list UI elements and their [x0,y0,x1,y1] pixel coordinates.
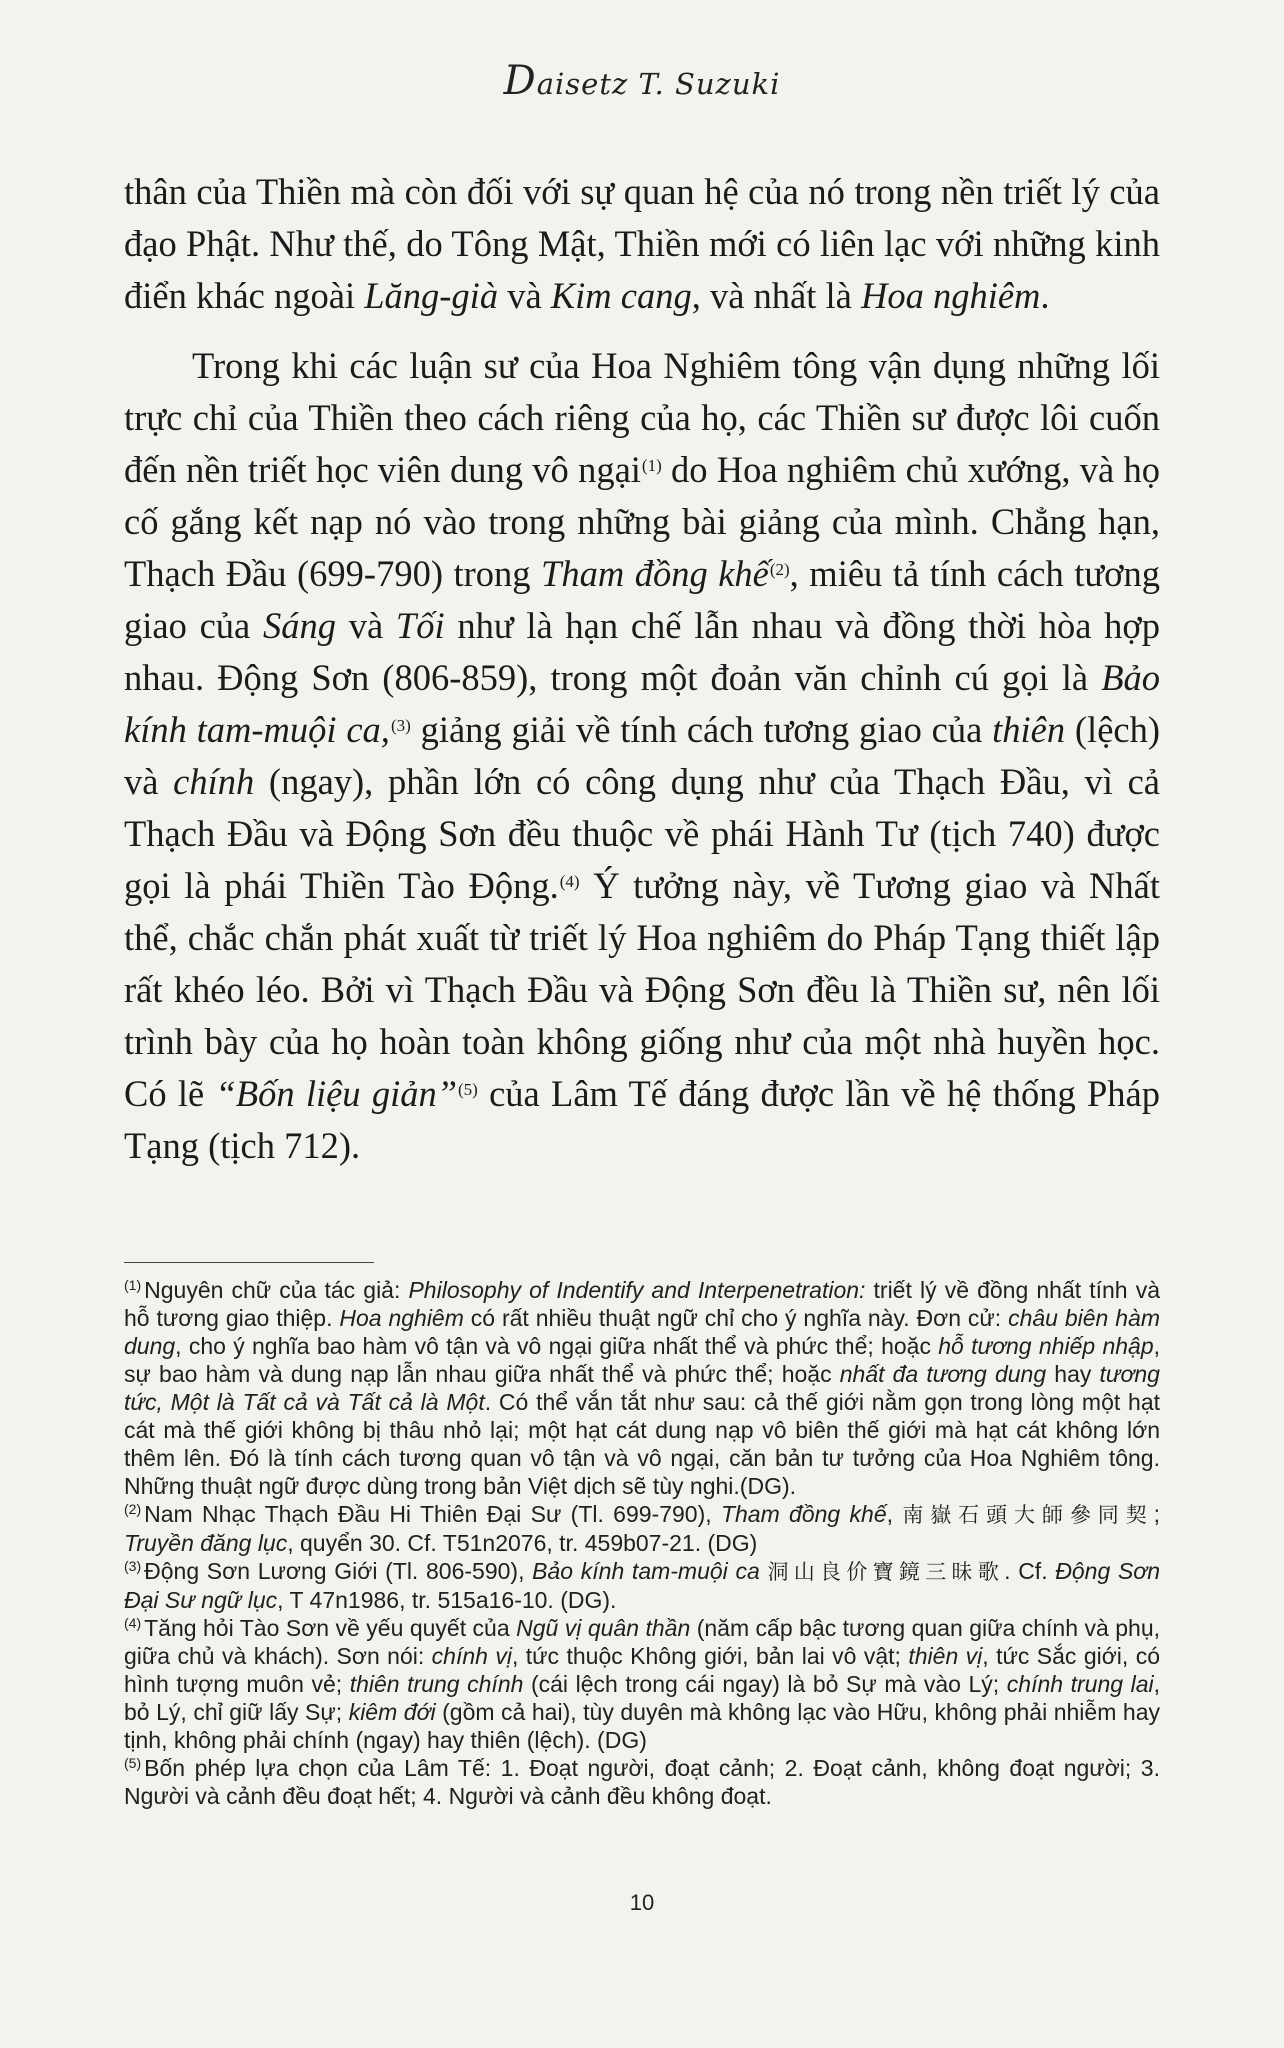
italic-term: thiên [992,709,1066,750]
italic-term: Kim cang [550,275,692,316]
italic-term: chính vị [431,1643,512,1669]
paragraph-2: Trong khi các luận sư của Hoa Nghiêm tông vận dụng những lối trực chỉ của Thiền theo cách riêng của họ, các Thiền sư được lôi cuốn đến nền triết học viên dung vô ngại$^{(1)}$ do Hoa nghiêm chủ xướng, và họ cố gắng kết nạp nó vào trong những bài giảng của mình. Chẳng hạn, Thạch Đầu (699-790) trong Tham đồng khế$^{(2)}$, miêu tả tính cách tương giao của Sáng và Tối như là hạn chế lẫn nhau và đồng thời hòa hợp nhau. Động Sơn (806-859), trong một đoản văn chỉnh cú gọi là Bảo kính tam-muội ca,$^{(3)}$ giảng giải về tính cách tương giao của thiên (lệch) và chính (ngay), phần lớn có công dụng như của Thạch Đầu, vì cả Thạch Đầu và Động Sơn đều thuộc về phái Hành Tư (tịch 740) được gọi là phái Thiền Tào Động.$^{(4)}$ Ý tưởng này, về Tương giao và Nhất thể, chắc chắn phát xuất từ triết lý Hoa nghiêm do Pháp Tạng thiết lập rất khéo léo. Bởi vì Thạch Đầu và Động Sơn đều là Thiền sư, nên lối trình bày của họ hoàn toàn không giống như của một nhà huyền học. Có lẽ “Bốn liệu giản”$^{(5)}$ của Lâm Tế đáng được lần về hệ thống Pháp Tạng (tịch 712). [124,345,1161,1166]
footnotes [124,1276,1160,1810]
footnote-number: (4) [124,1615,142,1631]
italic-term: Động Sơn Đại Sư ngữ lục [124,1558,1160,1613]
page-number: 10 [629,1890,655,1915]
italic-term: châu biên hàm dung [124,1305,1160,1359]
italic-term: chính [173,761,255,802]
paragraph-1: thân của Thiền mà còn đối với sự quan hệ của nó trong nền triết lý của đạo Phật. Như thế, do Tông Mật, Thiền mới có liên lạc với những kinh điển khác ngoài Lăng-già và Kim cang, và nhất là Hoa nghiêm. [124,171,1160,316]
italic-term: Bảo kính tam-muội ca, [124,657,1160,750]
footnote-5: $^{(5)}$ Bốn phép lựa chọn của Lâm Tế: 1. Đoạt người, đoạt cảnh; 2. Đoạt cảnh, không đoạt người; 3. Người và cảnh đều đoạt hết; 4. Người và cảnh đều không đoạt. [124,1755,1160,1809]
italic-term: Philosophy of Indentify and Interpenetration: [408,1277,866,1303]
footnote-2: $^{(2)}$ Nam Nhạc Thạch Đầu Hi Thiên Đại Sư (Tl. 699-790), Tham đồng khế, 南嶽石頭大師參同契; Truyền đăng lục, quyển 30. Cf. T51n2076, tr. 459b07-21. (DG) [124,1501,1161,1556]
italic-term: kiêm đới [348,1699,436,1725]
italic-term: hỗ tương nhiếp nhập [938,1333,1154,1359]
footnote-number: (2) [124,1501,142,1517]
running-head-text: aisetz T. Suzuki [536,67,781,101]
footnote-number: (5) [124,1755,142,1771]
italic-term: Lăng-già [364,275,499,316]
italic-term: thiên trung chính [349,1671,524,1697]
italic-term: Ngũ vị quân thần [516,1615,691,1641]
italic-term: Hoa nghiêm [860,275,1041,316]
italic-term: tương tức, Một là Tất cả và Tất cả là Một [124,1361,1160,1415]
running-head [0,58,1284,104]
italic-term: Tối [395,605,445,646]
chinese-title: 洞山良价寶鏡三昧歌 [767,1560,1005,1584]
italic-term: Sáng [262,605,336,646]
italic-term: Tham đồng khế [720,1501,887,1527]
footnote-ref: (3) [390,716,411,735]
footnote-4: $^{(4)}$ Tăng hỏi Tào Sơn về yếu quyết của Ngũ vị quân thần (năm cấp bậc tương quan giữa chính và phụ, giữa chủ và khách). Sơn nói: chính vị, tức thuộc Không giới, bản lai vô vật; thiên vị, tức Sắc giới, có hình tượng muôn vẻ; thiên trung chính (cái lệch trong cái ngay) là bỏ Sự mà vào Lý; chính trung lai, bỏ Lý, chỉ giữ lấy Sự; kiêm đới (gồm cả hai), tùy duyên mà không lạc vào Hữu, không phải nhiễm hay tịnh, không phải chính (ngay) hay thiên (lệch). (DG) [124,1615,1161,1753]
italic-term: thiên vị [908,1643,983,1669]
body-text [124,166,1160,1172]
italic-term: Truyền đăng lục [124,1530,288,1556]
italic-term: chính trung lai [1006,1671,1154,1697]
footnote-number: (3) [124,1558,142,1574]
italic-term: Bảo kính tam-muội ca [532,1558,760,1584]
italic-term: Hoa nghiêm [339,1305,464,1331]
footnote-number: (1) [124,1277,142,1293]
footnote-ref: (2) [769,560,790,579]
chinese-title: 南嶽石頭大師參同契 [902,1503,1154,1527]
footnote-ref: (5) [458,1080,478,1099]
italic-term: nhất đa tương dung [839,1361,1047,1387]
footnote-divider [124,1262,374,1263]
footnote-1: $^{(1)}$ Nguyên chữ của tác giả: Philosophy of Indentify and Interpenetration: triết lý về đồng nhất tính và hỗ tương giao thiệp. Hoa nghiêm có rất nhiều thuật ngữ chỉ cho ý nghĩa này. Đơn cử: châu biên hàm dung, cho ý nghĩa bao hàm vô tận và vô ngại giữa nhất thể và phức thể; hoặc hỗ tương nhiếp nhập, sự bao hàm và dung nạp lẫn nhau giữa nhất thể và phức thể; hoặc nhất đa tương dung hay tương tức, Một là Tất cả và Tất cả là Một. Có thể vắn tắt như sau: cả thế giới nằm gọn trong lòng một hạt cát mà thế giới không bị thâu nhỏ lại; một hạt cát dung nạp vô biên thế giới mà hạt cát không lớn thêm lên. Đó là tính cách tương quan vô tận và vô ngại, căn bản tư tưởng của Hoa Nghiêm tông. Những thuật ngữ được dùng trong bản Việt dịch sẽ tùy nghi.(DG). [124,1277,1160,1499]
italic-term: “Bốn liệu giản” [215,1073,458,1114]
footnote-ref: (1) [641,456,662,475]
running-head-initial: D [503,58,537,104]
footnote-3: $^{(3)}$ Động Sơn Lương Giới (Tl. 806-590), Bảo kính tam-muội ca 洞山良价寶鏡三昧歌. Cf. Động Sơn Đại Sư ngữ lục, T 47n1986, tr. 515a16-10. (DG). [124,1558,1160,1613]
italic-term: Tham đồng khế [541,553,769,594]
footnote-ref: (4) [559,872,580,891]
